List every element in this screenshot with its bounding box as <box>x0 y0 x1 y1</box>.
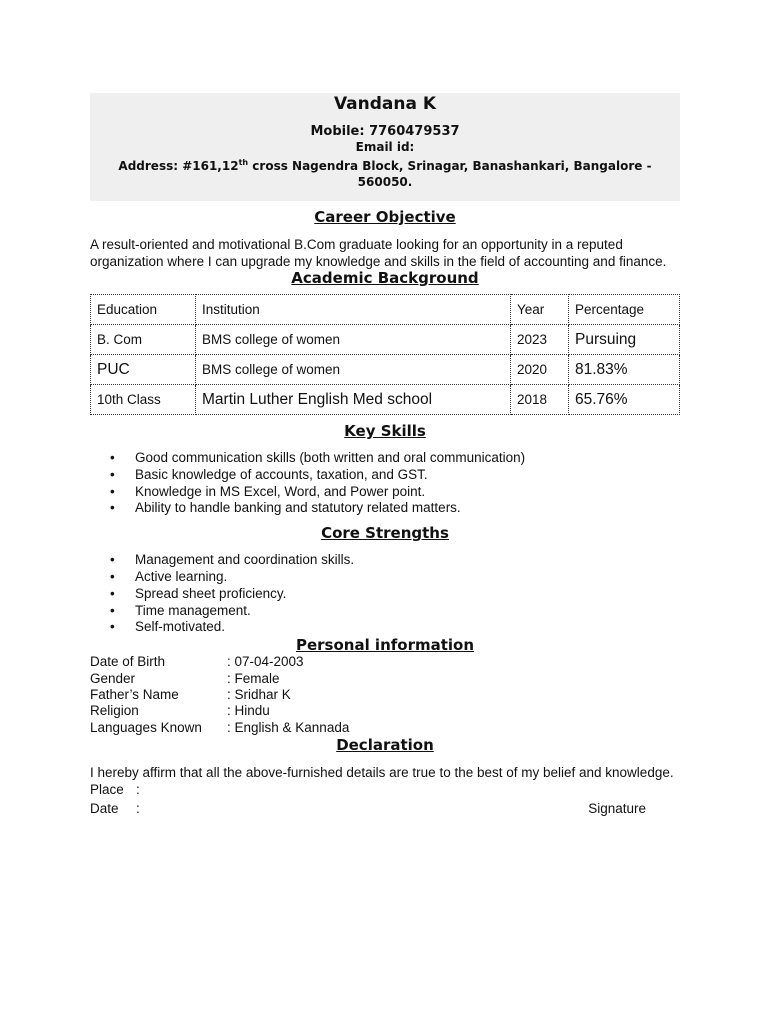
table-cell: B. Com <box>91 325 196 355</box>
list-item: • Management and coordination skills. <box>135 552 680 569</box>
list-item: • Active learning. <box>135 569 680 586</box>
email-id: Email id: <box>355 140 415 154</box>
personal-label: Father’s Name <box>90 686 179 702</box>
header-cell: Education <box>91 295 196 325</box>
signature-label: Signature <box>588 801 646 817</box>
personal-value: : English & Kannada <box>227 719 350 735</box>
key-skills-heading: Key Skills <box>344 422 426 440</box>
header-cell: Percentage <box>569 295 680 325</box>
table-row <box>91 325 680 355</box>
table-row <box>91 355 680 385</box>
list-item: • Knowledge in MS Excel, Word, and Power point. <box>135 484 680 501</box>
personal-value: : Hindu <box>227 703 270 719</box>
place-colon: : <box>136 782 140 798</box>
core-strengths-heading: Core Strengths <box>321 524 449 543</box>
core-strengths-list <box>90 552 680 636</box>
personal-row <box>90 654 680 670</box>
personal-label: Languages Known <box>90 719 202 735</box>
list-item: • Basic knowledge of accounts, taxation, and GST. <box>135 467 680 484</box>
address <box>90 155 680 190</box>
career-objective-heading: Career Objective <box>314 208 456 226</box>
resume-header <box>90 93 680 201</box>
table-cell: Martin Luther English Med school <box>196 385 511 415</box>
date-label: Date <box>90 801 119 817</box>
declaration-heading: Declaration <box>336 736 434 755</box>
date-colon: : <box>136 801 140 817</box>
personal-row <box>90 720 680 736</box>
table-cell: 2023 <box>511 325 569 355</box>
academic-background-heading: Academic Background <box>291 269 479 287</box>
header-cell: Institution <box>196 295 511 325</box>
personal-row <box>90 671 680 687</box>
table-cell: 65.76% <box>569 385 680 415</box>
list-item: • Time management. <box>135 603 680 620</box>
place-label: Place <box>90 782 124 798</box>
address-rest: cross Nagendra Block, Srinagar, Banashankari, Bangalore - 560050. <box>248 159 652 189</box>
list-item: • Spread sheet proficiency. <box>135 586 680 603</box>
key-skills-list <box>90 450 680 517</box>
address-superscript: th <box>238 158 249 167</box>
list-item: • Self-motivated. <box>135 619 680 636</box>
table-cell: BMS college of women <box>196 325 511 355</box>
personal-value: : Sridhar K <box>227 686 291 702</box>
resume-page <box>90 93 680 817</box>
table-header-row <box>91 295 680 325</box>
place-line <box>90 781 680 798</box>
table-cell: 2020 <box>511 355 569 385</box>
candidate-name: Vandana K <box>333 94 437 114</box>
personal-value: : 07-04-2003 <box>227 654 304 670</box>
table-cell: Pursuing <box>569 325 680 355</box>
academic-table <box>90 294 680 415</box>
table-cell: 81.83% <box>569 355 680 385</box>
personal-value: : Female <box>227 670 280 686</box>
personal-row <box>90 703 680 719</box>
personal-label: Date of Birth <box>90 654 166 670</box>
table-cell: PUC <box>91 355 196 385</box>
career-objective-text: A result-oriented and motivational B.Com graduate looking for an opportunity in a reputed organization where I can upgrade my knowledge and skills in the field of accounting and finance. <box>90 237 667 269</box>
table-cell: BMS college of women <box>196 355 511 385</box>
declaration-text: I hereby affirm that all the above-furnished details are true to the best of my belief and knowledge. <box>90 765 674 781</box>
personal-label: Gender <box>90 670 136 686</box>
mobile-number: Mobile: 7760479537 <box>310 124 460 139</box>
list-item: • Ability to handle banking and statutory related matters. <box>135 500 680 517</box>
date-line <box>90 800 680 817</box>
personal-label: Religion <box>90 703 139 719</box>
table-cell: 2018 <box>511 385 569 415</box>
list-item: • Good communication skills (both written and oral communication) <box>135 450 680 467</box>
personal-row <box>90 687 680 703</box>
personal-information-heading: Personal information <box>295 636 475 655</box>
table-cell: 10th Class <box>91 385 196 415</box>
header-cell: Year <box>511 295 569 325</box>
personal-information <box>90 654 680 736</box>
table-row <box>91 385 680 415</box>
address-prefix: Address: #161,12 <box>118 159 239 173</box>
